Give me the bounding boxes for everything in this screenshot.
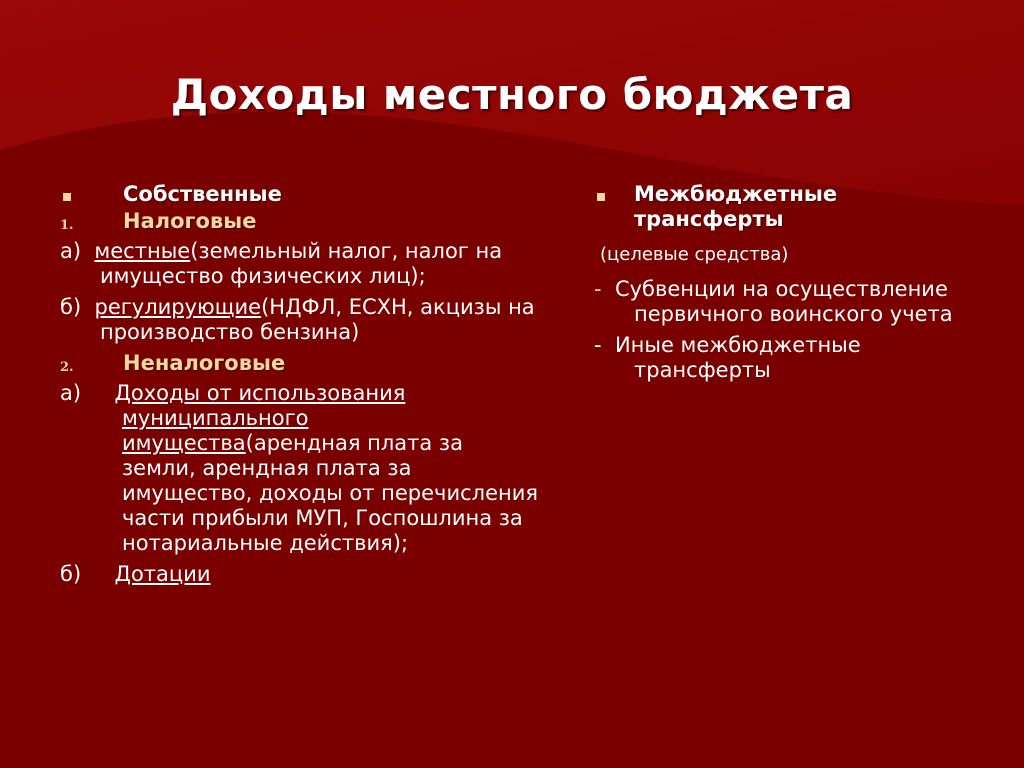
subsidies-prefix: б) [60,562,82,586]
own-revenues-heading [60,182,540,207]
other-transfers-text: Иные межбюджетные трансферты [614,333,861,382]
regulating-taxes-item [60,295,540,345]
targeted-funds-note: (целевые средства) [600,244,789,265]
local-taxes-item [60,239,540,289]
transfers-label: Межбюджетные трансферты [634,182,838,231]
other-transfers-item [594,333,994,383]
nontax-revenues-label: Неналоговые [123,351,286,375]
tax-revenues-heading [60,209,540,234]
subventions-dash: - [594,277,602,301]
subsidies-item [60,562,540,587]
list-number-1: 1. [60,218,74,233]
property-income-text: (арендная плата за земли, арендная плата за имущество, доходы от перечисления части прибыли МУП, Госпошлина за нотариальные действия); [122,431,539,555]
tax-revenues-label: Налоговые [123,209,257,233]
transfers-heading [594,182,994,232]
local-taxes-link[interactable]: местные [94,239,191,263]
subsidies-link[interactable]: Дотации [114,562,211,586]
own-revenues-column [60,182,540,587]
transfers-column [594,182,994,389]
regulating-taxes-link[interactable]: регулирующие [94,295,262,319]
regulating-taxes-prefix: б) [60,295,82,319]
property-income-item [60,381,540,556]
list-number-2: 2. [60,360,74,375]
local-taxes-text: (земельный налог, налог на имущество физических лиц); [100,239,503,288]
own-revenues-label: Собственные [123,182,282,206]
subventions-item [594,277,994,327]
local-taxes-prefix: а) [60,239,82,263]
subventions-text: Субвенции на осуществление первичного воинского учета [614,277,953,326]
square-bullet-icon [60,182,71,207]
nontax-revenues-heading [60,351,540,376]
regulating-taxes-text: (НДФЛ, ЕСХН, акцизы на производство бензина) [100,295,535,344]
property-income-link[interactable]: Доходы от использования муниципального имущества [114,381,406,455]
other-transfers-dash: - [594,333,602,357]
property-income-prefix: а) [60,381,82,405]
square-bullet-icon [594,182,605,207]
slide-title: Доходы местного бюджета [170,70,854,119]
